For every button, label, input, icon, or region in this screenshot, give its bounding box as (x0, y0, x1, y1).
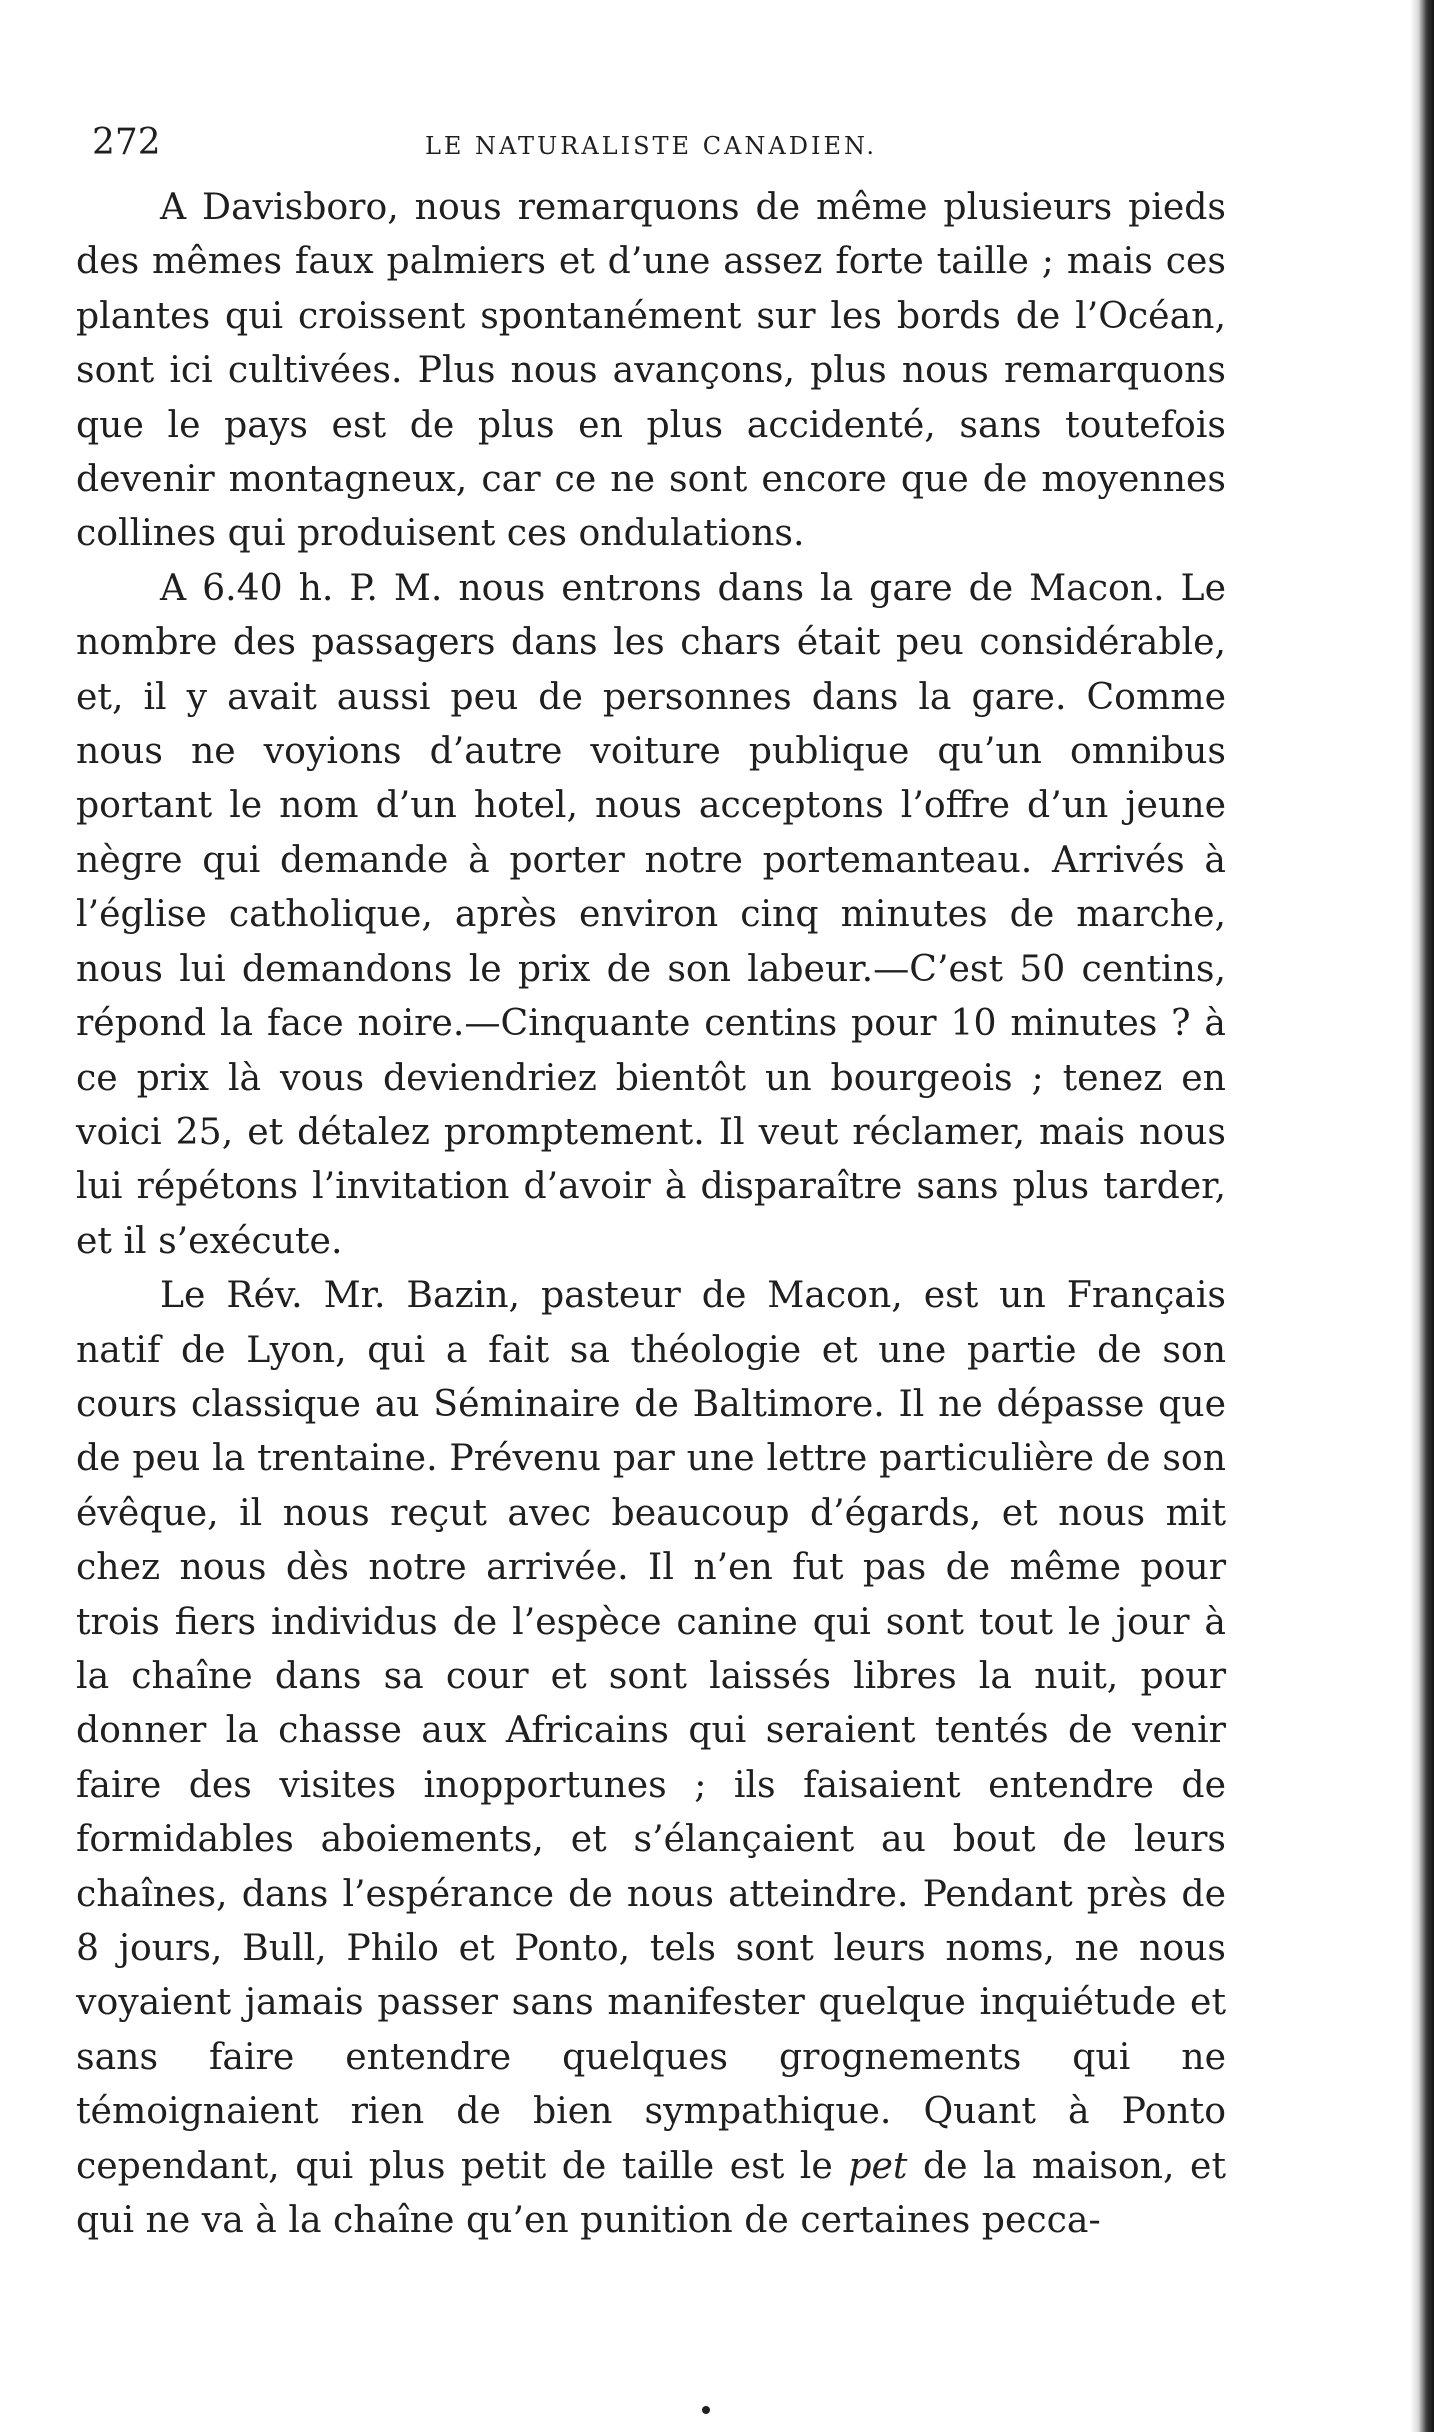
paragraph-text-after-emphasis: de la maison, et qui ne va à la chaîne qu’en punition de certaines pecca- (76, 2143, 1226, 2242)
paragraph-text-before-emphasis: Le Rév. Mr. Bazin, pasteur de Macon, est un Français natif de Lyon, qui a fait sa théologie et une partie de son cours classique au Séminaire de Baltimore. Il ne dépasse que de peu la trentaine. Prévenu par une lettre particulière de son évêque, il nous reçut avec beaucoup d’égards, et nous mit chez nous dès notre arrivée. Il n’en fut pas de même pour trois fiers individus de l’espèce canine qui sont tout le jour à la chaîne dans sa cour et sont laissés libres la nuit, pour donner la chasse aux Africains qui seraient tentés de venir faire des visites inopportunes ; ils faisaient entendre de formidables aboiements, et s’élançaient au bout de leurs chaînes, dans l’espérance de nous atteindre. Pendant près de 8 jours, Bull, Philo et Ponto, tels sont leurs noms, ne nous voyaient jamais passer sans manifester quelque inquiétude et sans faire entendre quelques grognements qui ne témoignaient rien de bien sympathique. Quant à Ponto cependant, qui plus petit de taille est le (76, 1273, 1226, 2187)
scan-page-edge (1410, 0, 1434, 2432)
page-number: 272 (92, 122, 161, 163)
paragraph-davisboro: A Davisboro, nous remarquons de même plusieurs pieds des mêmes faux palmiers et d’une assez forte taille ; mais ces plantes qui croissent spontanément sur les bords de l’Océan, sont ici cultivées. Plus nous avançons, plus nous remarquons que le pays est de plus en plus accidenté, sans toutefois devenir montagneux, car ce ne sont encore que de moyennes collines qui produisent ces ondulations. (76, 185, 1226, 555)
running-header (76, 120, 1226, 180)
paragraph-rev-bazin (76, 1268, 1226, 2247)
italic-word: pet (848, 2143, 908, 2187)
paragraph-macon-arrival: A 6.40 h. P. M. nous entrons dans la gare de Macon. Le nombre des passagers dans les chars était peu considérable, et, il y avait aussi peu de personnes dans la gare. Comme nous ne voyions d’autre voiture publique qu’un omnibus portant le nom d’un hotel, nous acceptons l’offre d’un jeune nègre qui demande à porter notre portemanteau. Arrivés à l’église catholique, après environ cinq minutes de marche, nous lui demandons le prix de son labeur.—C’est 50 centins, répond la face noire.—Cinquante centins pour 10 minutes ? à ce prix là vous deviendriez bientôt un bourgeois ; tenez en voici 25, et détalez promptement. Il veut réclamer, mais nous lui répétons l’invitation d’avoir à disparaître sans plus tarder, et il s’exécute. (76, 565, 1226, 1262)
footer-dot (702, 2406, 710, 2414)
book-page (76, 120, 1226, 2247)
journal-title: LE NATURALISTE CANADIEN. (424, 132, 878, 160)
body-text (76, 180, 1226, 2247)
